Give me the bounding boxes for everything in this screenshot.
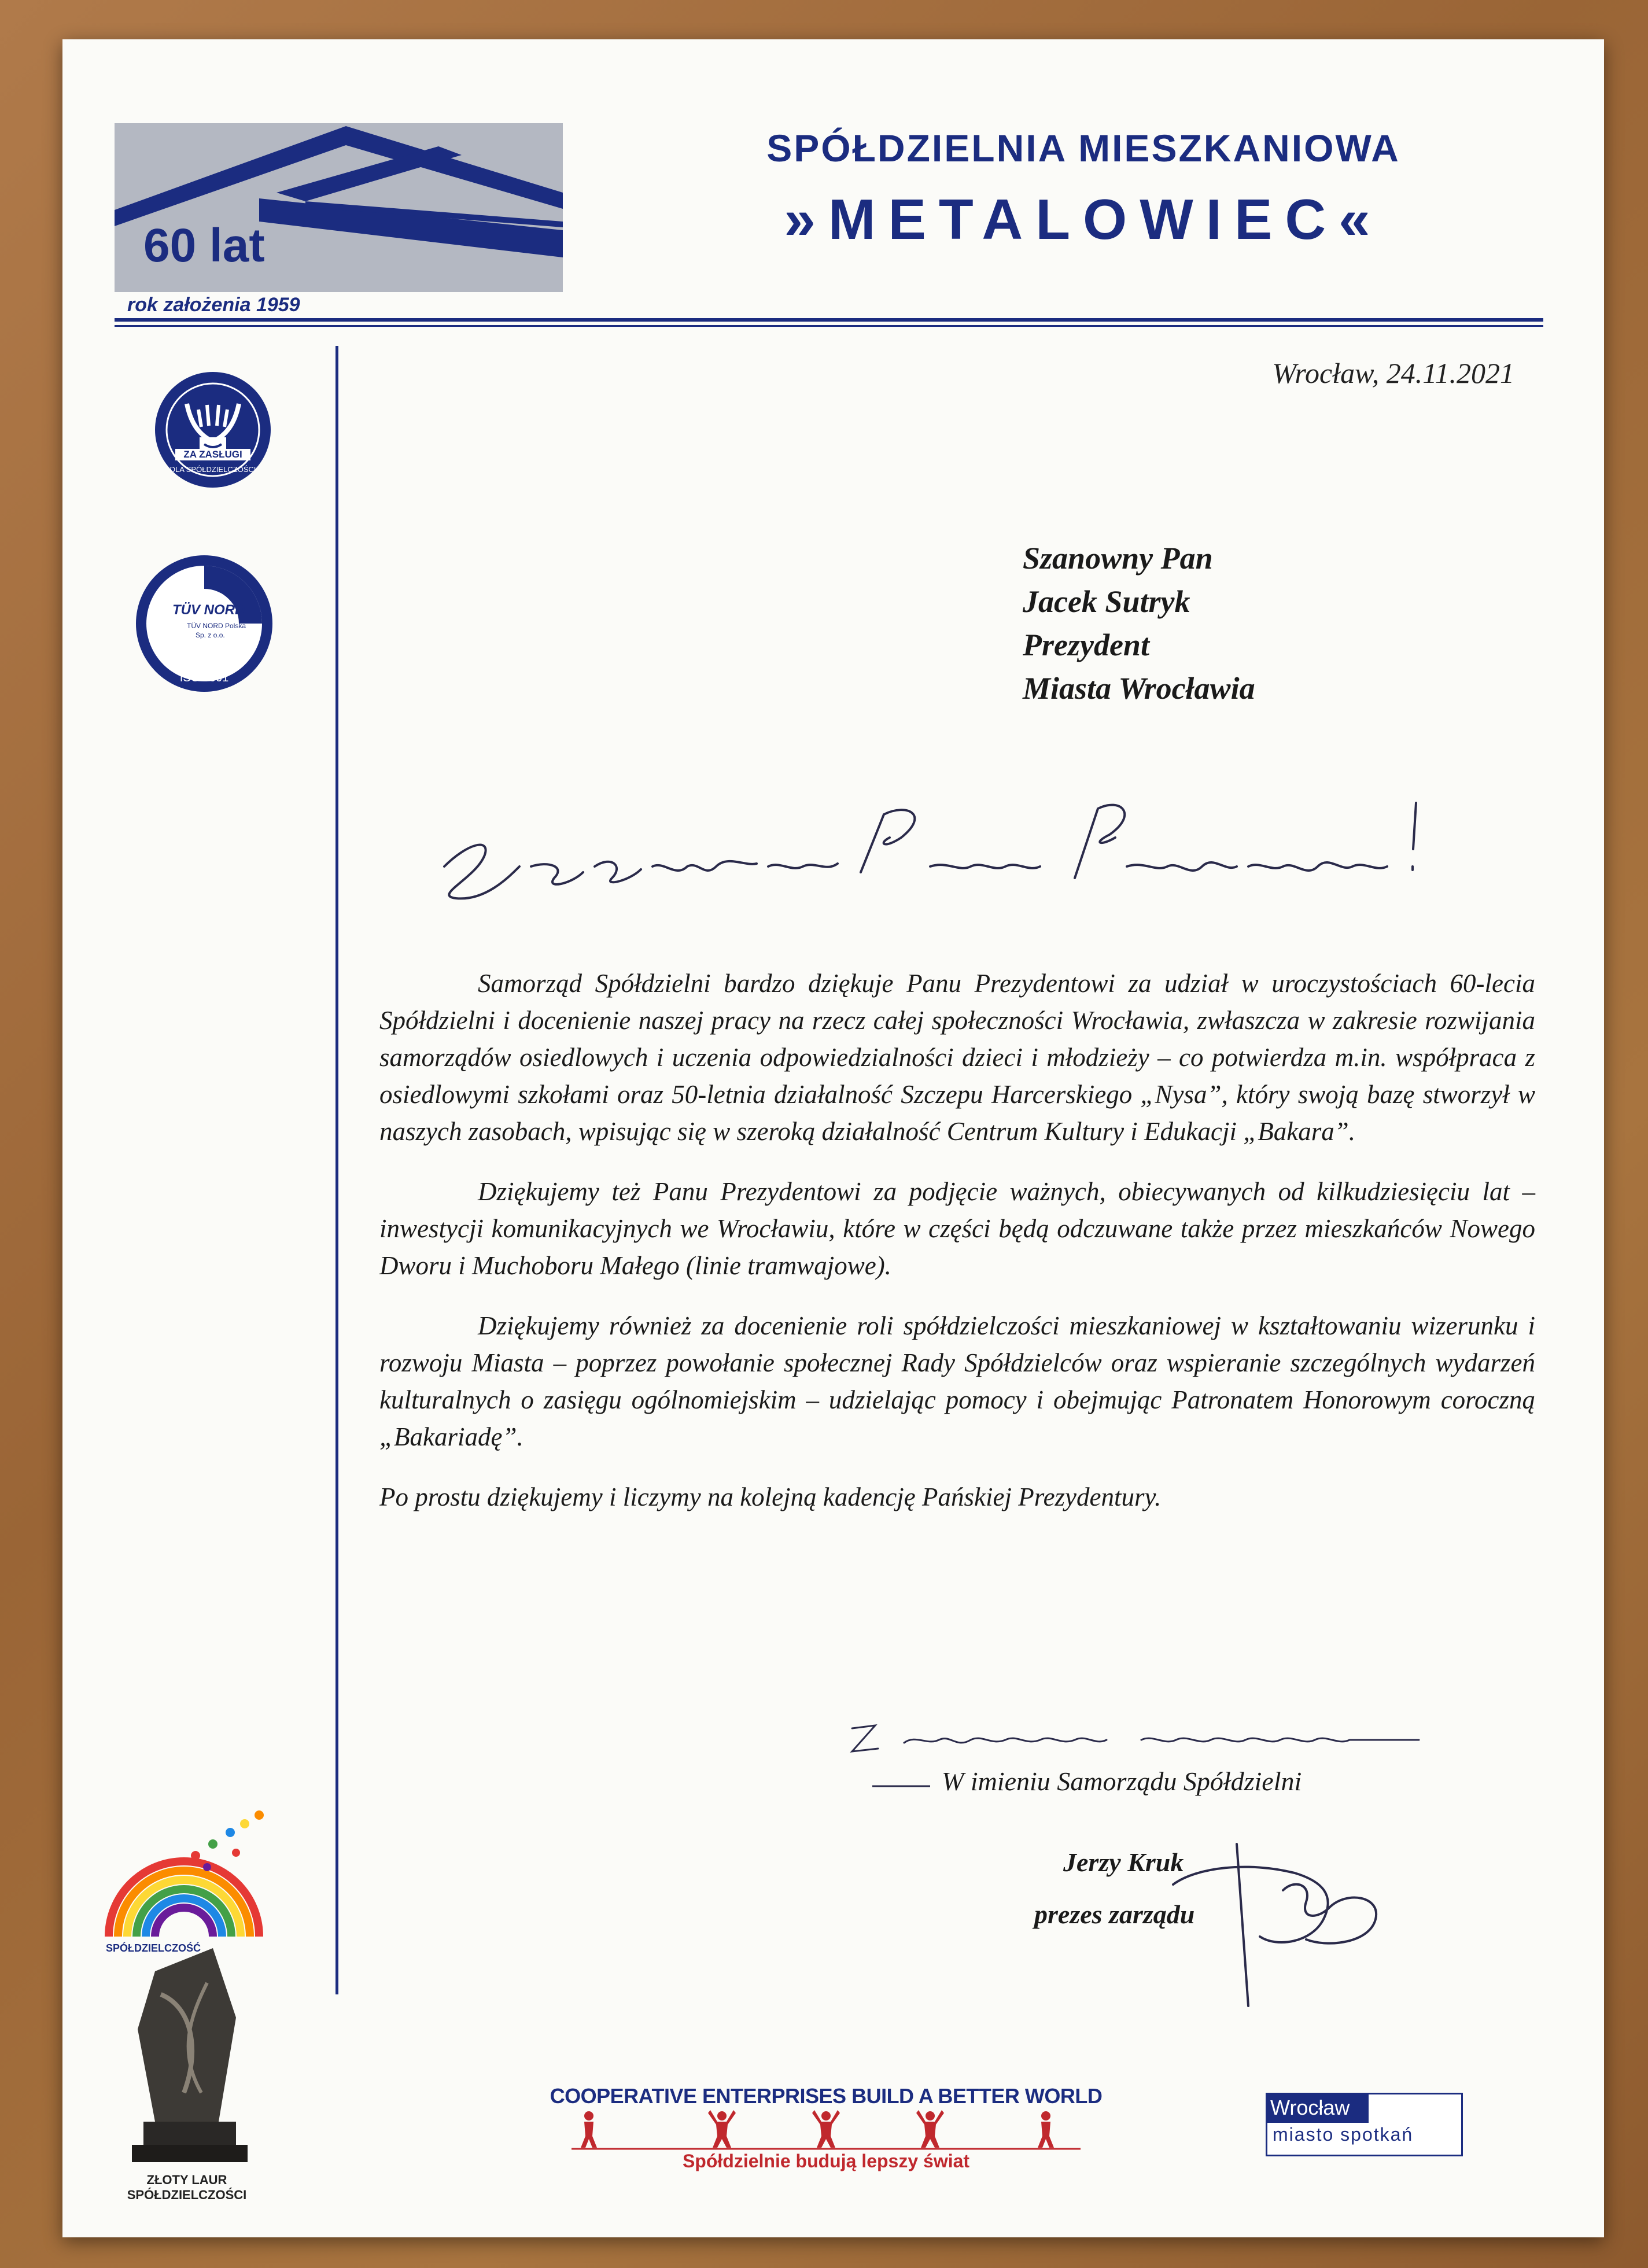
tuv-name: TÜV NORD [172,602,245,618]
body-paragraph: Dziękujemy również za docenienie roli spółdzielczości mieszkaniowej w kształtowaniu wizerunku i rozwoju Miasta – poprzez powołanie społecznej Rady Spółdzielców oraz wspieranie szczególnych wydarzeń kulturalnych o zasięgu ogólnomiejskim – udzielając pomocy i obejmując Patronatem Honorowym coroczną „Bakariadę”. [379,1311,1535,1451]
org-name-line2: »METALOWIEC« [784,187,1383,251]
people-chain-icon [572,2107,1081,2153]
letter-date: Wrocław, 24.11.2021 [1272,357,1514,389]
margin-rule [336,346,338,1994]
addressee-block [1023,537,1255,710]
handwritten-regards [840,1711,1535,1769]
header-rule [115,318,1543,322]
org-name-line1: SPÓŁDZIELNIA MIESZKANIOWA [766,127,1400,169]
letter-paper [62,39,1604,2237]
letter-body [379,965,1535,1539]
laurel-award-icon [120,1948,253,2168]
addressee-line: Miasta Wrocławia [1023,671,1255,706]
body-paragraph: Samorząd Spółdzielni bardzo dziękuje Panu Prezydentowi za udział w uroczystościach 60-lecia Spółdzielni i docenienie naszej pracy na rzecz całej społeczności Wrocławia, zwłaszcza w zakresie rozwijania samorządów osiedlowych i uczenia odpowiedzialności dzieci i młodzieży – co potwierdza m.in. współpraca z osiedlowymi szkołami oraz 50-letnia działalność Szczepu Harcerskiego „Nysa”, który swoją bazę stworzył w naszych zasobach, wpisując się w szeroką działalność Centrum Kultury i Edukacji „Bakara”. [379,969,1535,1146]
signer-role: prezes zarządu [1034,1900,1195,1929]
logo-founded: rok założenia 1959 [127,294,300,316]
closing-line: Po prostu dziękujemy i liczymy na kolejną kadencję Pańskiej Prezydentury. [379,1483,1162,1511]
iso-label: ISO 9001 [179,672,229,684]
handwritten-salutation [421,780,1520,913]
tuv-badge [132,551,276,696]
rainbow-icon [97,1804,282,1960]
dash-mark [867,1780,936,1792]
coop-slogan-pl: Spółdzielnie budują lepszy świat [682,2151,970,2171]
tuv-sub1: TÜV NORD Polska [187,622,246,630]
merit-badge-bottom-text: DLA SPÓŁDZIELCZOŚCI [169,465,256,474]
body-paragraph: Dziękujemy też Panu Prezydentowi za podjęcie ważnych, obiecywanych od kilkudziesięciu lat – inwestycji komunikacyjnych we Wrocławiu, które w części będą odczuwane także przez mieszkańców Nowego Dworu i Muchoboru Małego (linie tramwajowe). [379,1177,1535,1280]
signature [1162,1832,1416,2018]
addressee-line: Szanowny Pan [1023,541,1213,576]
wroclaw-logo-top: Wrocław [1266,2093,1369,2123]
laur-caption: ZŁOTY LAUR SPÓŁDZIELCZOŚCI [127,2173,247,2202]
logo-years: 60 lat [143,219,265,272]
addressee-line: Jacek Sutryk [1023,584,1190,619]
coop-slogan-en: COOPERATIVE ENTERPRISES BUILD A BETTER WORLD [550,2084,1103,2108]
wroclaw-logo-bottom: miasto spotkań [1273,2124,1414,2145]
merit-badge [152,369,274,491]
cooperative-rainbow-logo [97,1804,282,1960]
sign-on-behalf: W imieniu Samorządu Spółdzielni [942,1767,1302,1796]
signer-name: Jerzy Kruk [1063,1847,1184,1877]
tuv-sub2: Sp. z o.o. [196,631,225,639]
rainbow-caption: SPÓŁDZIELCZOŚĆ [106,1942,201,1954]
header-rule-thin [115,325,1543,327]
addressee-line: Prezydent [1023,628,1149,662]
merit-badge-top-text: ZA ZASŁUGI [175,449,250,460]
